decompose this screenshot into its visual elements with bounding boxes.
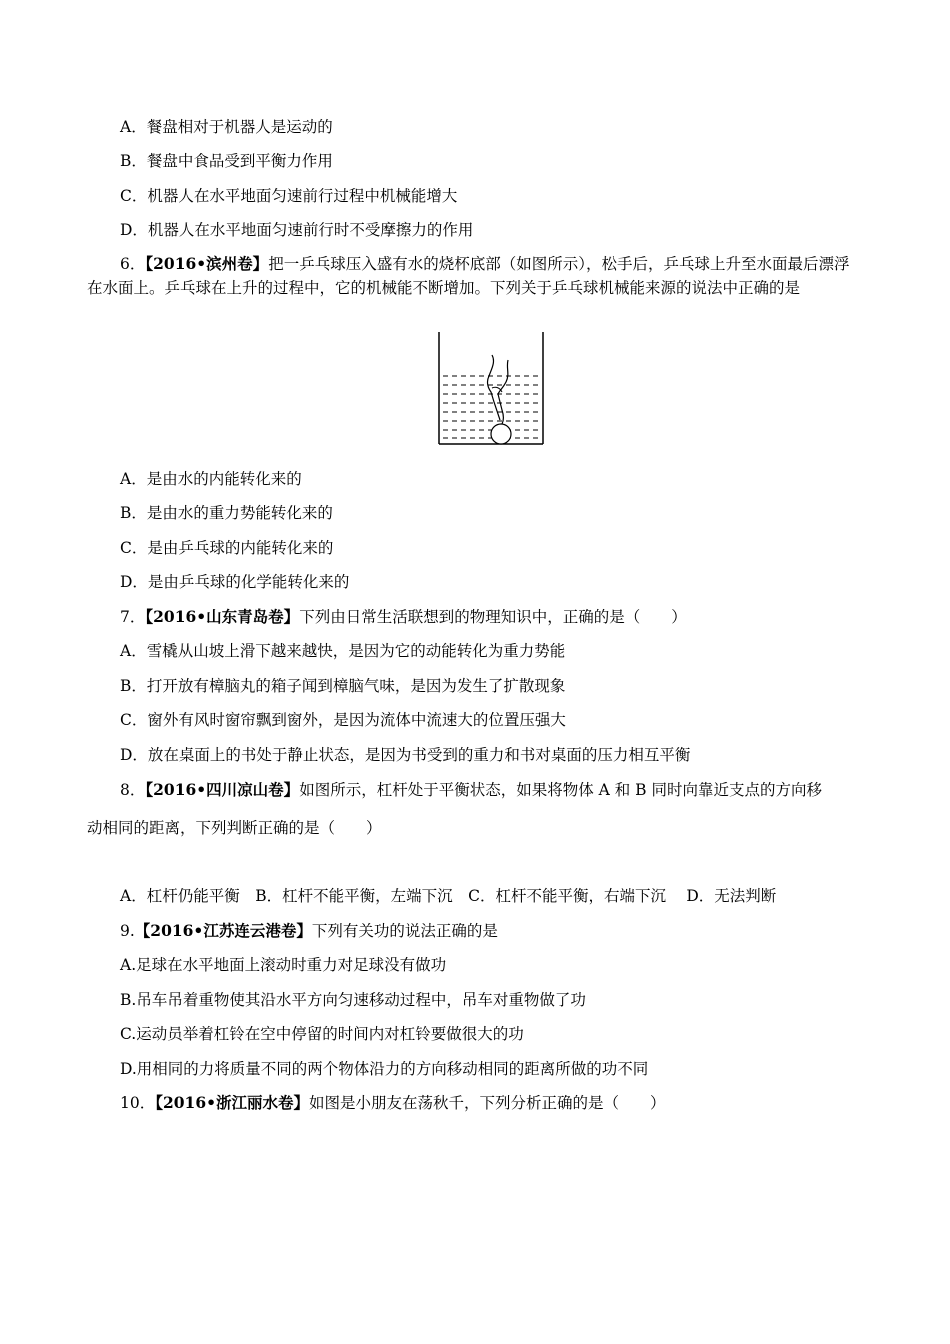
q5-option-d: D．机器人在水平地面匀速前行时不受摩擦力的作用 — [120, 221, 474, 239]
q5-option-c: C．机器人在水平地面匀速前行过程中机械能增大 — [120, 187, 458, 205]
q7-stem — [120, 607, 687, 627]
q7-option-c: C．窗外有风时窗帘飘到窗外，是因为流体中流速大的位置压强大 — [120, 711, 566, 729]
q7-option-d: D．放在桌面上的书处于静止状态，是因为书受到的重力和书对桌面的压力相互平衡 — [120, 746, 691, 764]
q8-number: 8． — [120, 781, 146, 799]
q6-text: 把一乒乓球压入盛有水的烧杯底部（如图所示），松手后，乒乓球上升至水面最后漂浮在水面上。乒乓球在上升的过程中，它的机械能不断增加。下列关于乒乓球机械能来源的说法中正确的是 — [87, 255, 850, 297]
q6-option-b: B．是由水的重力势能转化来的 — [120, 504, 333, 522]
q7-text: 下列由日常生活联想到的物理知识中，正确的是（ ） — [299, 608, 687, 626]
q9-option-c: C.运动员举着杠铃在空中停留的时间内对杠铃要做很大的功 — [120, 1025, 524, 1043]
q9-option-b: B.吊车吊着重物使其沿水平方向匀速移动过程中，吊车对重物做了功 — [120, 991, 586, 1009]
q7-source: 【2016•山东青岛卷】 — [145, 607, 300, 626]
q10-number: 10． — [120, 1094, 156, 1112]
q10-stem — [120, 1093, 666, 1113]
q6-number: 6． — [120, 255, 146, 273]
q6-option-a: A．是由水的内能转化来的 — [120, 470, 302, 488]
q9-option-a: A.足球在水平地面上滚动时重力对足球没有做功 — [120, 956, 447, 974]
q8-options: A．杠杆仍能平衡 B．杠杆不能平衡，左端下沉 C．杠杆不能平衡，右端下沉 D．无法判断 — [120, 887, 777, 905]
q7-option-a: A．雪橇从山坡上滑下越来越快，是因为它的动能转化为重力势能 — [120, 642, 566, 660]
q9-number: 9. — [120, 922, 135, 940]
q8-stem-line2: 动相同的距离，下列判断正确的是（ ） — [87, 819, 382, 837]
q8-source: 【2016•四川凉山卷】 — [145, 780, 300, 799]
q7-option-b: B．打开放有樟脑丸的箱子闻到樟脑气味，是因为发生了扩散现象 — [120, 677, 566, 695]
q9-source: 【2016•江苏连云港卷】 — [134, 921, 312, 940]
q8-stem-line1 — [120, 780, 822, 800]
q6-option-c: C．是由乒乓球的内能转化来的 — [120, 539, 334, 557]
q9-text: 下列有关功的说法正确的是 — [311, 922, 498, 940]
q9-option-d: D.用相同的力将质量不同的两个物体沿力的方向移动相同的距离所做的功不同 — [120, 1060, 649, 1078]
q7-number: 7． — [120, 608, 146, 626]
q8-text-1: 如图所示，杠杆处于平衡状态，如果将物体 A 和 B 同时向靠近支点的方向移 — [299, 781, 822, 799]
q6-source: 【2016•滨州卷】 — [145, 254, 269, 273]
q10-source: 【2016•浙江丽水卷】 — [155, 1093, 310, 1112]
q6-option-d: D．是由乒乓球的化学能转化来的 — [120, 573, 350, 591]
q6-stem — [87, 252, 862, 300]
beaker-figure — [436, 330, 546, 448]
q9-stem — [120, 921, 498, 941]
q10-text: 如图是小朋友在荡秋千，下列分析正确的是（ ） — [309, 1094, 666, 1112]
q5-option-b: B．餐盘中食品受到平衡力作用 — [120, 152, 333, 170]
q5-option-a: A．餐盘相对于机器人是运动的 — [120, 118, 333, 136]
